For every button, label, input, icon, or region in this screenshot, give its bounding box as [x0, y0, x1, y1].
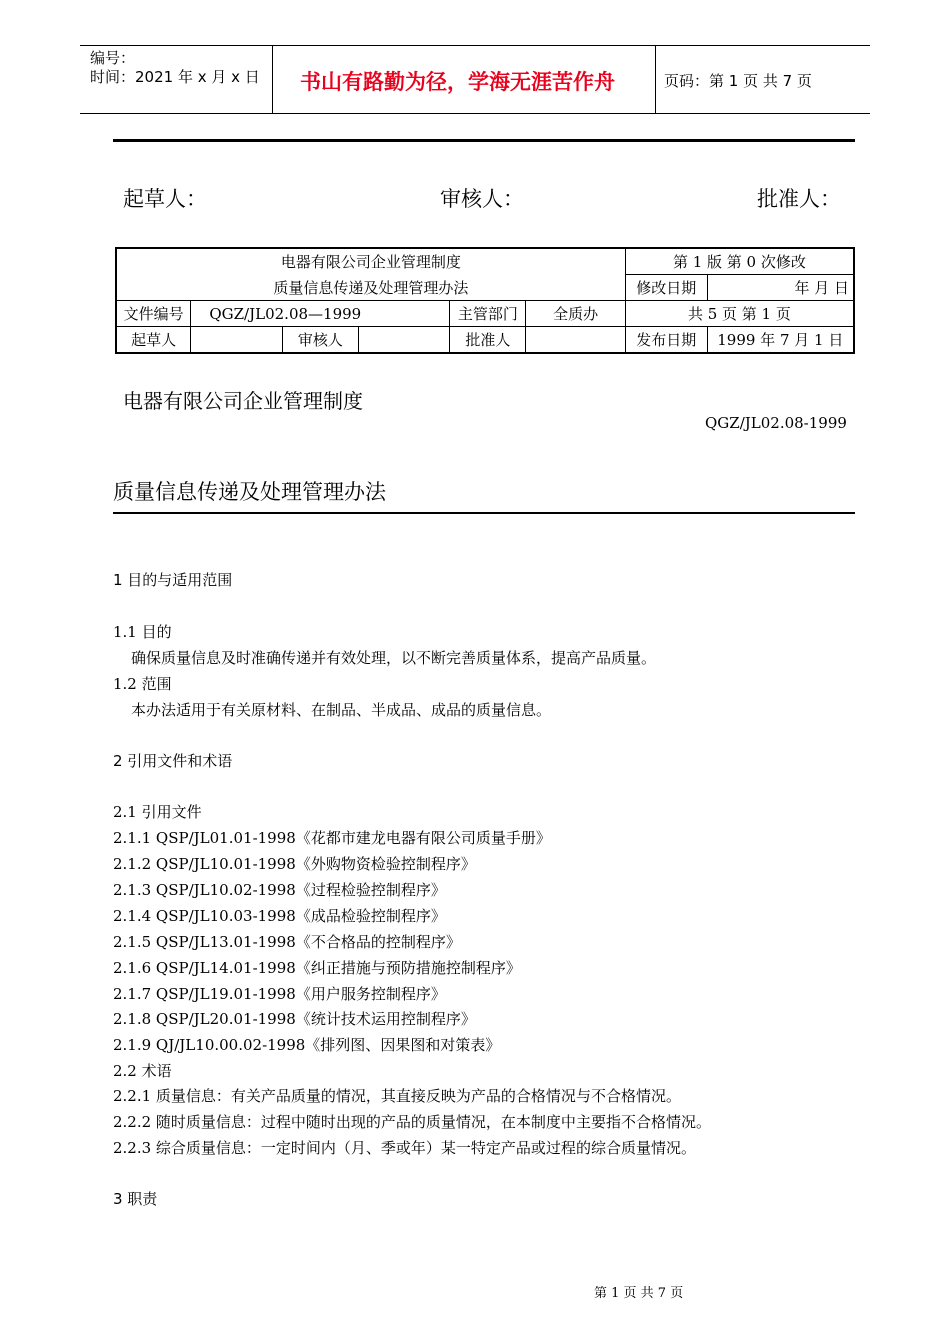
reviewer-signature-label: 审核人： [440, 187, 524, 211]
section-1-2-heading: 1.2 范围 [113, 675, 172, 693]
table-dept-label: 主管部门 [450, 301, 526, 327]
term-item: 2.2.3 综合质量信息：一定时间内（月、季或年）某一特定产品或过程的综合质量情况。 [113, 1139, 696, 1157]
table-approver-value [526, 327, 625, 354]
header-motto: 书山有路勤为径，学海无涯苦作舟 [300, 69, 615, 94]
section-1-heading: 1 目的与适用范围 [113, 571, 233, 589]
table-file-no-label: 文件编号 [116, 301, 191, 327]
reference-item: 2.1.6 QSP/JL14.01-1998《纠正措施与预防措施控制程序》 [113, 959, 521, 977]
top-thick-rule [113, 139, 855, 142]
reference-item: 2.1.9 QJ/JL10.00.02-1998《排列图、因果图和对策表》 [113, 1036, 501, 1054]
table-company-system: 电器有限公司企业管理制度 [116, 248, 625, 275]
header-divider-left [272, 45, 273, 113]
reference-item: 2.1.3 QSP/JL10.02-1998《过程检验控制程序》 [113, 881, 446, 899]
reference-item: 2.1.1 QSP/JL01.01-1998《花都市建龙电器有限公司质量手册》 [113, 829, 551, 847]
section-2-2-heading: 2.2 术语 [113, 1062, 172, 1080]
table-file-no-value: QGZ/JL02.08—1999 [191, 301, 450, 327]
section-1-1-heading: 1.1 目的 [113, 623, 172, 641]
title-underline [113, 512, 855, 514]
header-bottom-rule [80, 113, 870, 114]
table-publish-label: 发布日期 [625, 327, 707, 354]
table-reviewer-label: 审核人 [282, 327, 358, 354]
section-2-heading: 2 引用文件和术语 [113, 752, 233, 770]
reference-item: 2.1.5 QSP/JL13.01-1998《不合格品的控制程序》 [113, 933, 461, 951]
table-drafter-label: 起草人 [116, 327, 191, 354]
company-heading: 电器有限公司企业管理制度 [123, 389, 363, 413]
reference-item: 2.1.8 QSP/JL20.01-1998《统计技术运用控制程序》 [113, 1010, 476, 1028]
header-time-label: 时间：2021 年 x 月 x 日 [90, 68, 260, 86]
reference-item: 2.1.4 QSP/JL10.03-1998《成品检验控制程序》 [113, 907, 446, 925]
table-reviewer-value [358, 327, 450, 354]
approver-signature-label: 批准人： [757, 187, 841, 211]
header-number-label: 编号： [90, 49, 136, 67]
term-item: 2.2.2 随时质量信息：过程中随时出现的产品的质量情况，在本制度中主要指不合格情况。 [113, 1113, 711, 1131]
section-2-1-heading: 2.1 引用文件 [113, 803, 202, 821]
table-modify-date-value: 年 月 日 [707, 275, 854, 301]
header-divider-right [655, 45, 656, 113]
table-drafter-value [191, 327, 283, 354]
table-approver-label: 批准人 [450, 327, 526, 354]
document-code: QGZ/JL02.08-1999 [705, 414, 847, 432]
document-title: 质量信息传递及处理管理办法 [113, 480, 386, 504]
document-info-table [115, 247, 855, 354]
section-1-2-text: 本办法适用于有关原材料、在制品、半成品、成品的质量信息。 [131, 701, 552, 719]
header-page-info: 页码：第 1 页 共 7 页 [664, 72, 812, 90]
page-footer: 第 1 页 共 7 页 [594, 1286, 684, 1301]
drafter-signature-label: 起草人： [123, 187, 207, 211]
section-1-1-text: 确保质量信息及时准确传递并有效处理，以不断完善质量体系，提高产品质量。 [131, 649, 657, 667]
table-modify-date-label: 修改日期 [625, 275, 707, 301]
header-top-rule [80, 45, 870, 46]
reference-item: 2.1.7 QSP/JL19.01-1998《用户服务控制程序》 [113, 985, 446, 1003]
table-edition: 第 1 版 第 0 次修改 [625, 248, 854, 275]
term-item: 2.2.1 质量信息：有关产品质量的情况，其直接反映为产品的合格情况与不合格情况。 [113, 1087, 681, 1105]
reference-item: 2.1.2 QSP/JL10.01-1998《外购物资检验控制程序》 [113, 855, 476, 873]
table-pages: 共 5 页 第 1 页 [625, 301, 854, 327]
section-3-heading: 3 职责 [113, 1190, 158, 1208]
table-publish-value: 1999 年 7 月 1 日 [707, 327, 854, 354]
table-dept-value: 全质办 [526, 301, 625, 327]
table-title: 质量信息传递及处理管理办法 [116, 275, 625, 301]
